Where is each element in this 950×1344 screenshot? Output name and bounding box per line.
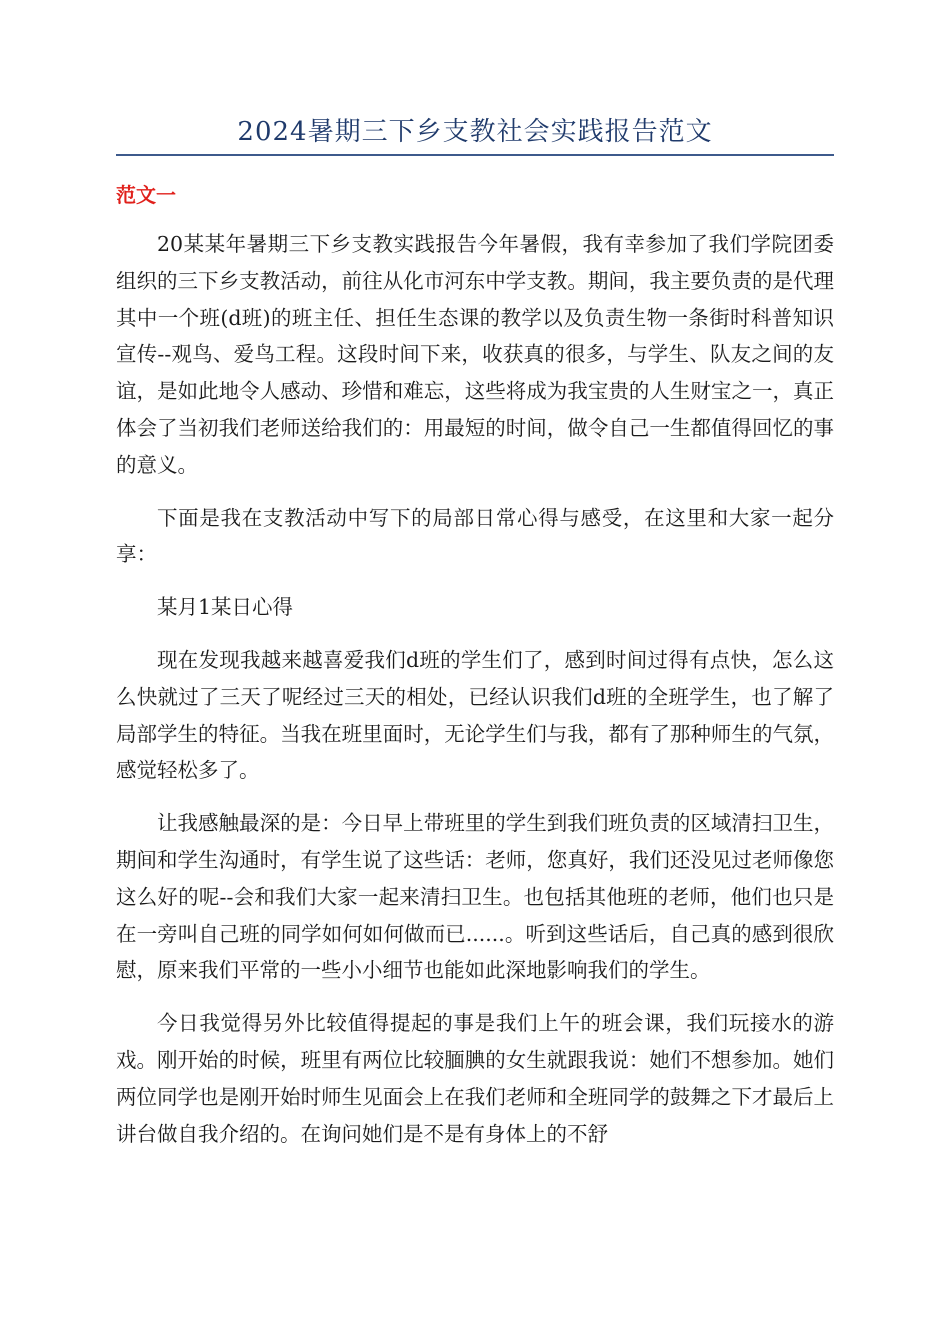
paragraph-intro: 20某某年暑期三下乡支教实践报告今年暑假，我有幸参加了我们学院团委组织的三下乡支教活动，前往从化市河东中学支教。期间，我主要负责的是代理其中一个班(d班)的班主任、担任生态课的教学以及负责生物一条街时科普知识宣传--观鸟、爱鸟工程。这段时间下来，收获真的很多，与学生、队友之间的友谊，是如此地令人感动、珍惜和难忘，这些将成为我宝贵的人生财宝之一，真正体会了当初我们老师送给我们的：用最短的时间，做令自己一生都值得回忆的事的意义。 xyxy=(116,232,834,477)
paragraph-share: 下面是我在支教活动中写下的局部日常心得与感受，在这里和大家一起分享： xyxy=(116,505,834,567)
section-heading: 范文一 xyxy=(116,183,176,207)
document-body xyxy=(116,226,834,1168)
paragraph-date-heading: 某月1某日心得 xyxy=(157,595,294,620)
paragraph-day-one: 现在发现我越来越喜爱我们d班的学生们了，感到时间过得有点快，怎么这么快就过了三天了呢经过三天的相处，已经认识我们d班的全班学生，也了解了局部学生的特征。当我在班里面时，无论学生们与我，都有了那种师生的气氛，感觉轻松多了。 xyxy=(116,647,834,783)
page-title: 2024暑期三下乡支教社会实践报告范文 xyxy=(237,117,713,147)
paragraph-class-meeting: 今日我觉得另外比较值得提起的事是我们上午的班会课，我们玩接水的游戏。刚开始的时候，班里有两位比较腼腆的女生就跟我说：她们不想参加。她们两位同学也是刚开始时师生见面会上在我们老师和全班同学的鼓舞之下才最后上讲台做自我介绍的。在询问她们是不是有身体上的不舒 xyxy=(116,1011,834,1146)
title-block xyxy=(116,112,834,156)
title-divider xyxy=(116,154,834,156)
paragraph-cleaning: 让我感触最深的是：今日早上带班里的学生到我们班负责的区域清扫卫生，期间和学生沟通时，有学生说了这些话：老师，您真好，我们还没见过老师像您这么好的呢--会和我们大家一起来清扫卫生。也包括其他班的老师，他们也只是在一旁叫自己班的同学如何如何做而已......。听到这些话后，自己真的感到很欣慰，原来我们平常的一些小小细节也能如此深地影响我们的学生。 xyxy=(116,811,834,983)
